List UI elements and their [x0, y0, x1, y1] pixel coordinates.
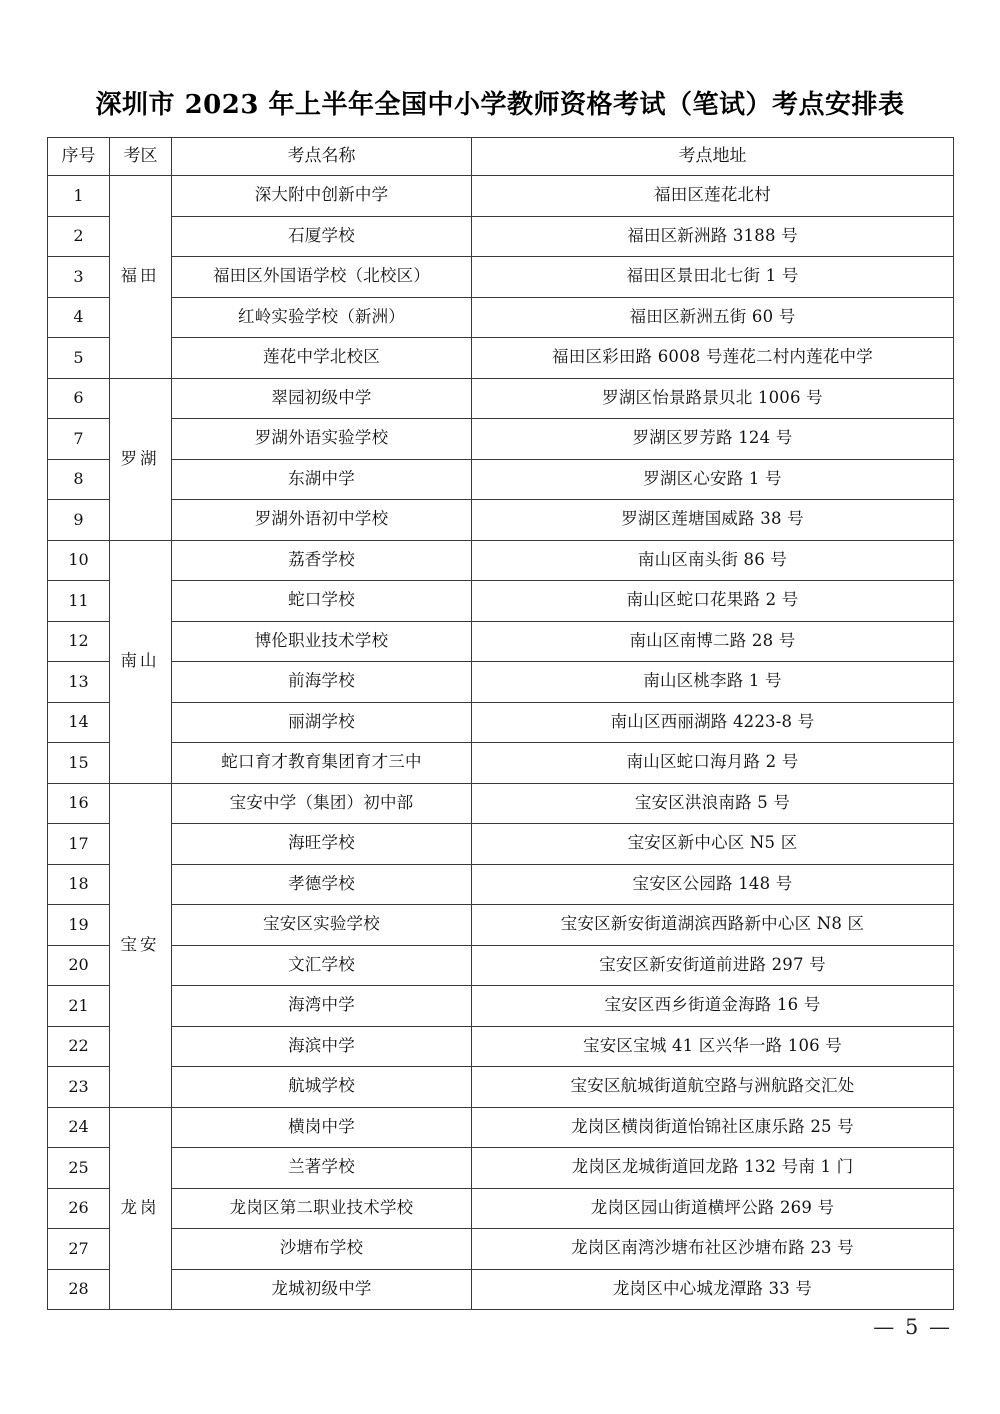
cell-seq: 15	[48, 743, 110, 784]
cell-seq: 27	[48, 1229, 110, 1270]
cell-seq: 4	[48, 297, 110, 338]
cell-district: 宝安	[110, 783, 172, 1107]
cell-site-name: 翠园初级中学	[172, 378, 472, 419]
cell-site-address: 宝安区宝城 41 区兴华一路 106 号	[472, 1026, 954, 1067]
cell-site-address: 龙岗区中心城龙潭路 33 号	[472, 1269, 954, 1310]
cell-seq: 11	[48, 581, 110, 622]
cell-site-name: 蛇口育才教育集团育才三中	[172, 743, 472, 784]
cell-seq: 17	[48, 824, 110, 865]
cell-site-address: 龙岗区龙城街道回龙路 132 号南 1 门	[472, 1148, 954, 1189]
cell-site-name: 深大附中创新中学	[172, 176, 472, 217]
cell-site-address: 宝安区航城街道航空路与洲航路交汇处	[472, 1067, 954, 1108]
table-row	[48, 1107, 954, 1148]
table-row	[48, 824, 954, 865]
cell-seq: 18	[48, 864, 110, 905]
cell-site-address: 南山区南头街 86 号	[472, 540, 954, 581]
cell-site-address: 福田区新洲五街 60 号	[472, 297, 954, 338]
page-number-footer: — 5 —	[873, 1315, 952, 1339]
cell-site-name: 罗湖外语实验学校	[172, 419, 472, 460]
cell-site-name: 兰著学校	[172, 1148, 472, 1189]
cell-site-address: 龙岗区园山街道横坪公路 269 号	[472, 1188, 954, 1229]
cell-site-address: 南山区蛇口花果路 2 号	[472, 581, 954, 622]
table-row	[48, 216, 954, 257]
cell-site-address: 罗湖区莲塘国威路 38 号	[472, 500, 954, 541]
table-row	[48, 621, 954, 662]
cell-site-address: 福田区彩田路 6008 号莲花二村内莲花中学	[472, 338, 954, 379]
cell-site-name: 丽湖学校	[172, 702, 472, 743]
cell-site-address: 福田区新洲路 3188 号	[472, 216, 954, 257]
column-header-site-name: 考点名称	[172, 138, 472, 176]
cell-site-address: 南山区西丽湖路 4223-8 号	[472, 702, 954, 743]
cell-seq: 26	[48, 1188, 110, 1229]
cell-site-address: 宝安区新安街道前进路 297 号	[472, 945, 954, 986]
cell-site-address: 南山区南博二路 28 号	[472, 621, 954, 662]
cell-site-name: 宝安区实验学校	[172, 905, 472, 946]
cell-site-name: 红岭实验学校（新洲）	[172, 297, 472, 338]
cell-seq: 19	[48, 905, 110, 946]
cell-district: 罗湖	[110, 378, 172, 540]
cell-seq: 12	[48, 621, 110, 662]
cell-site-address: 南山区蛇口海月路 2 号	[472, 743, 954, 784]
exam-site-table-container	[47, 137, 953, 1310]
cell-site-address: 龙岗区南湾沙塘布社区沙塘布路 23 号	[472, 1229, 954, 1270]
cell-seq: 20	[48, 945, 110, 986]
table-body	[48, 176, 954, 1310]
cell-seq: 28	[48, 1269, 110, 1310]
cell-site-address: 罗湖区怡景路景贝北 1006 号	[472, 378, 954, 419]
cell-seq: 9	[48, 500, 110, 541]
table-row	[48, 338, 954, 379]
table-row	[48, 1067, 954, 1108]
column-header-seq: 序号	[48, 138, 110, 176]
cell-site-name: 宝安中学（集团）初中部	[172, 783, 472, 824]
cell-site-name: 前海学校	[172, 662, 472, 703]
cell-seq: 16	[48, 783, 110, 824]
cell-seq: 21	[48, 986, 110, 1027]
cell-site-name: 海湾中学	[172, 986, 472, 1027]
cell-site-name: 龙岗区第二职业技术学校	[172, 1188, 472, 1229]
table-row	[48, 662, 954, 703]
table-row	[48, 297, 954, 338]
cell-seq: 1	[48, 176, 110, 217]
cell-site-name: 福田区外国语学校（北校区）	[172, 257, 472, 298]
table-row	[48, 1229, 954, 1270]
table-row	[48, 905, 954, 946]
table-row	[48, 459, 954, 500]
table-row	[48, 945, 954, 986]
cell-site-address: 南山区桃李路 1 号	[472, 662, 954, 703]
cell-seq: 3	[48, 257, 110, 298]
cell-site-name: 荔香学校	[172, 540, 472, 581]
cell-site-name: 航城学校	[172, 1067, 472, 1108]
cell-seq: 6	[48, 378, 110, 419]
cell-district: 龙岗	[110, 1107, 172, 1310]
cell-site-address: 宝安区洪浪南路 5 号	[472, 783, 954, 824]
cell-site-address: 龙岗区横岗街道怡锦社区康乐路 25 号	[472, 1107, 954, 1148]
cell-site-name: 文汇学校	[172, 945, 472, 986]
table-row	[48, 1148, 954, 1189]
table-row	[48, 1188, 954, 1229]
cell-seq: 22	[48, 1026, 110, 1067]
table-row	[48, 743, 954, 784]
cell-site-name: 海旺学校	[172, 824, 472, 865]
cell-district: 福田	[110, 176, 172, 379]
table-row	[48, 419, 954, 460]
cell-site-name: 沙塘布学校	[172, 1229, 472, 1270]
table-row	[48, 500, 954, 541]
cell-site-address: 宝安区公园路 148 号	[472, 864, 954, 905]
table-row	[48, 702, 954, 743]
cell-seq: 7	[48, 419, 110, 460]
cell-site-name: 博伦职业技术学校	[172, 621, 472, 662]
column-header-district: 考区	[110, 138, 172, 176]
cell-seq: 14	[48, 702, 110, 743]
cell-site-name: 石厦学校	[172, 216, 472, 257]
page-title: 深圳市 2023 年上半年全国中小学教师资格考试（笔试）考点安排表	[95, 90, 905, 120]
cell-site-address: 福田区景田北七街 1 号	[472, 257, 954, 298]
cell-district: 南山	[110, 540, 172, 783]
table-row	[48, 176, 954, 217]
cell-seq: 2	[48, 216, 110, 257]
cell-site-address: 宝安区西乡街道金海路 16 号	[472, 986, 954, 1027]
exam-site-table	[47, 137, 954, 1310]
cell-site-name: 蛇口学校	[172, 581, 472, 622]
cell-site-name: 东湖中学	[172, 459, 472, 500]
cell-site-name: 孝德学校	[172, 864, 472, 905]
table-row	[48, 257, 954, 298]
table-row	[48, 1269, 954, 1310]
cell-site-name: 海滨中学	[172, 1026, 472, 1067]
cell-seq: 24	[48, 1107, 110, 1148]
cell-site-name: 龙城初级中学	[172, 1269, 472, 1310]
table-row	[48, 986, 954, 1027]
cell-site-name: 横岗中学	[172, 1107, 472, 1148]
cell-seq: 23	[48, 1067, 110, 1108]
table-row	[48, 864, 954, 905]
cell-site-name: 莲花中学北校区	[172, 338, 472, 379]
cell-seq: 13	[48, 662, 110, 703]
table-row	[48, 378, 954, 419]
cell-site-address: 罗湖区心安路 1 号	[472, 459, 954, 500]
column-header-site-address: 考点地址	[472, 138, 954, 176]
cell-seq: 8	[48, 459, 110, 500]
table-header	[48, 138, 954, 176]
table-row	[48, 1026, 954, 1067]
table-header-row	[48, 138, 954, 176]
cell-site-address: 福田区莲花北村	[472, 176, 954, 217]
cell-site-address: 宝安区新安街道湖滨西路新中心区 N8 区	[472, 905, 954, 946]
cell-seq: 5	[48, 338, 110, 379]
table-row	[48, 540, 954, 581]
cell-seq: 10	[48, 540, 110, 581]
cell-seq: 25	[48, 1148, 110, 1189]
cell-site-address: 宝安区新中心区 N5 区	[472, 824, 954, 865]
cell-site-address: 罗湖区罗芳路 124 号	[472, 419, 954, 460]
table-row	[48, 783, 954, 824]
cell-site-name: 罗湖外语初中学校	[172, 500, 472, 541]
table-row	[48, 581, 954, 622]
